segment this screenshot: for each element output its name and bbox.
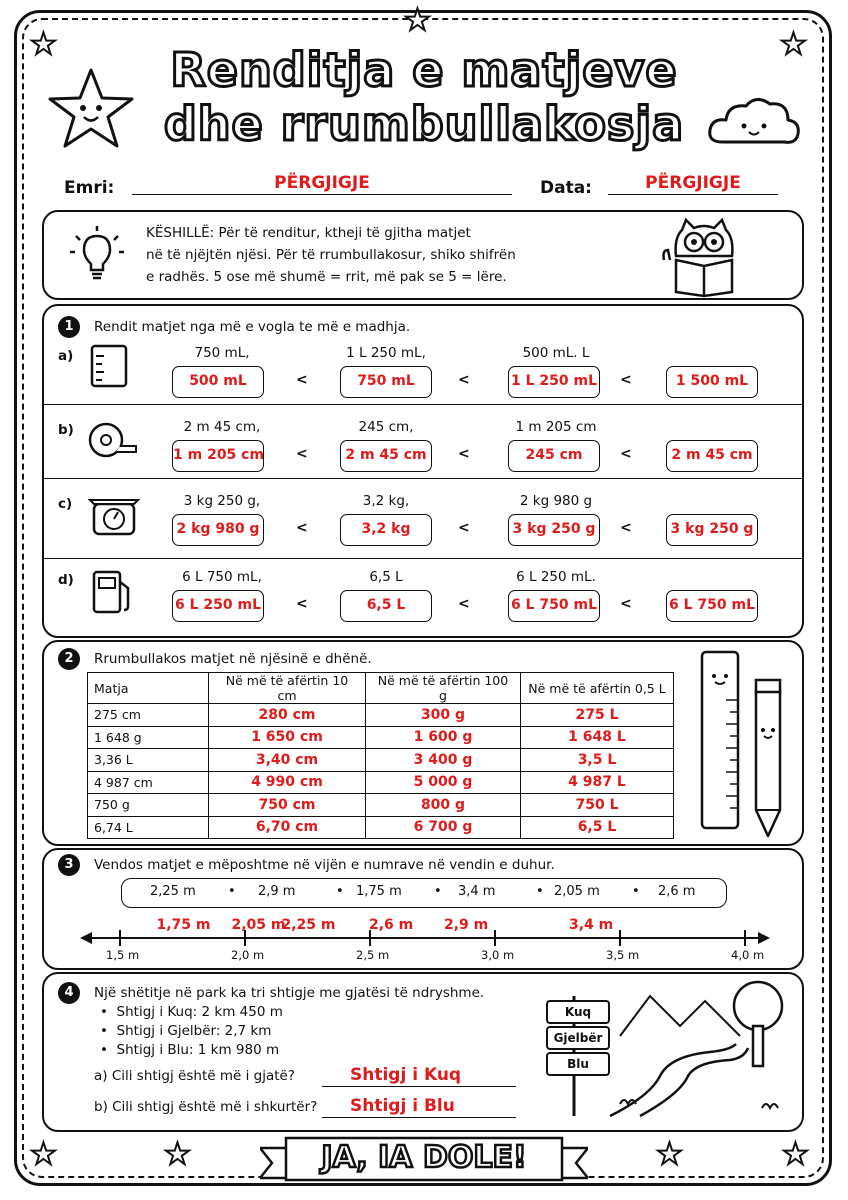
measurement-cell: 4 987 cm bbox=[88, 771, 209, 794]
given-measurement: 500 mL. L bbox=[522, 345, 590, 361]
tip-text bbox=[146, 222, 566, 288]
answer-cell: 6,70 cm bbox=[209, 816, 366, 839]
answer-box: 1 m 205 cm bbox=[172, 440, 264, 472]
row-divider bbox=[42, 558, 804, 559]
answer-box: 3 kg 250 g bbox=[666, 514, 758, 546]
answer-cell: 280 cm bbox=[209, 704, 366, 727]
less-than-sign: < bbox=[296, 372, 308, 388]
given-measurement: 750 mL, bbox=[194, 345, 250, 361]
less-than-sign: < bbox=[620, 520, 632, 536]
less-than-sign: < bbox=[458, 596, 470, 612]
path-item-text: Shtigj i Blu: 1 km 980 m bbox=[116, 1042, 280, 1058]
answer-box: 3,2 kg bbox=[340, 514, 432, 546]
answer-cell: 750 cm bbox=[209, 794, 366, 817]
fuel-pump-icon bbox=[86, 566, 142, 616]
given-measurement: 1 L 250 mL, bbox=[346, 345, 426, 361]
section-3-instruction: Vendos matjet e mëposhtme në vijën e numrave në vendin e duhur. bbox=[94, 857, 555, 873]
bullet-separator: • bbox=[228, 884, 236, 899]
given-measurement: 6 L 750 mL, bbox=[182, 569, 262, 585]
title-line-1: Renditja e matjeve bbox=[170, 43, 678, 97]
sign-board: Kuq bbox=[546, 1000, 610, 1024]
answer-box: 2 kg 980 g bbox=[172, 514, 264, 546]
row-label: b) bbox=[58, 422, 74, 438]
table-row bbox=[88, 771, 674, 794]
given-measurement: 245 cm, bbox=[358, 419, 414, 435]
given-measurement: 3,2 kg, bbox=[362, 493, 410, 509]
less-than-sign: < bbox=[620, 372, 632, 388]
value-item: 2,25 m bbox=[150, 884, 196, 899]
given-measurement: 6,5 L bbox=[369, 569, 403, 585]
answer-cell: 6,5 L bbox=[521, 816, 674, 839]
value-item: 1,75 m bbox=[356, 884, 402, 899]
section-4-intro: Një shëtitje në park ka tri shtigje me gjatësi të ndryshme. bbox=[94, 985, 485, 1001]
measurement-cell: 3,36 L bbox=[88, 749, 209, 772]
answer-box: 6,5 L bbox=[340, 590, 432, 622]
table-row bbox=[88, 726, 674, 749]
answer-box: 6 L 750 mL bbox=[666, 590, 758, 622]
given-measurement: 2 m 45 cm, bbox=[183, 419, 261, 435]
path-item-text: Shtigj i Gjelbër: 2,7 km bbox=[116, 1023, 272, 1039]
star-icon: ★ bbox=[782, 1137, 809, 1172]
placed-value: 2,05 m bbox=[231, 917, 286, 933]
measurement-cell: 6,74 L bbox=[88, 816, 209, 839]
name-label: Emri: bbox=[64, 178, 115, 198]
answer-cell: 1 650 cm bbox=[209, 726, 366, 749]
question-a: a) Cili shtigj është më i gjatë? bbox=[94, 1068, 295, 1084]
table-header-cell: Në më të afërtin 100 g bbox=[366, 673, 521, 704]
bullet-separator: • bbox=[336, 884, 344, 899]
tip-line: në të njëjtën njësi. Për të rrumbullakosur, shiko shifrën bbox=[146, 247, 516, 263]
answer-cell: 300 g bbox=[366, 704, 521, 727]
answer-cell: 1 600 g bbox=[366, 726, 521, 749]
placed-value: 2,25 m bbox=[281, 917, 336, 933]
star-icon: ★ bbox=[164, 1137, 191, 1172]
bullet-separator: • bbox=[536, 884, 544, 899]
tick-label: 2,5 m bbox=[356, 948, 390, 962]
table-header-row bbox=[88, 673, 674, 704]
value-item: 2,05 m bbox=[554, 884, 600, 899]
table-row bbox=[88, 704, 674, 727]
less-than-sign: < bbox=[296, 446, 308, 462]
answer-cell: 1 648 L bbox=[521, 726, 674, 749]
given-measurement: 1 m 205 cm bbox=[515, 419, 597, 435]
placed-value: 2,9 m bbox=[444, 917, 489, 933]
answer-cell: 4 990 cm bbox=[209, 771, 366, 794]
given-measurement: 2 kg 980 g bbox=[519, 493, 593, 509]
ruler-and-pencil-icon bbox=[696, 650, 796, 842]
answer-box: 245 cm bbox=[508, 440, 600, 472]
tape-measure-icon bbox=[86, 416, 142, 466]
question-b: b) Cili shtigj është më i shkurtër? bbox=[94, 1099, 318, 1115]
measurement-cell: 1 648 g bbox=[88, 726, 209, 749]
less-than-sign: < bbox=[458, 520, 470, 536]
less-than-sign: < bbox=[620, 446, 632, 462]
answer-box: 1 500 mL bbox=[666, 366, 758, 398]
row-label: d) bbox=[58, 572, 74, 588]
star-icon: ★ bbox=[30, 1137, 57, 1172]
path-item-text: Shtigj i Kuq: 2 km 450 m bbox=[116, 1004, 283, 1020]
table-row bbox=[88, 794, 674, 817]
answer-cell: 800 g bbox=[366, 794, 521, 817]
name-answer: PËRGJIGJE bbox=[132, 172, 512, 195]
park-trail-icon bbox=[540, 976, 796, 1126]
answer-box: 6 L 250 mL bbox=[172, 590, 264, 622]
answer-b: Shtigj i Blu bbox=[322, 1095, 516, 1118]
table-row bbox=[88, 749, 674, 772]
sign-board: Gjelbër bbox=[546, 1026, 610, 1050]
answer-cell: 5 000 g bbox=[366, 771, 521, 794]
tip-line: e radhës. 5 ose më shumë = rrit, më pak se 5 = lëre. bbox=[146, 269, 507, 285]
answer-box: 750 mL bbox=[340, 366, 432, 398]
given-measurement: 6 L 250 mL. bbox=[516, 569, 596, 585]
answer-box: 2 m 45 cm bbox=[666, 440, 758, 472]
less-than-sign: < bbox=[458, 446, 470, 462]
banner-text: JA, IA DOLE! bbox=[321, 1140, 527, 1175]
row-divider bbox=[42, 478, 804, 479]
answer-cell: 3,40 cm bbox=[209, 749, 366, 772]
value-item: 2,9 m bbox=[258, 884, 296, 899]
kitchen-scale-icon bbox=[86, 490, 142, 540]
title-line-2: dhe rrumbullakosja bbox=[163, 97, 685, 151]
section-2-number: 2 bbox=[58, 648, 80, 670]
star-icon: ★ bbox=[780, 27, 807, 62]
table-header-cell: Matja bbox=[88, 673, 209, 704]
section-4-number: 4 bbox=[58, 982, 80, 1004]
tip-line: KËSHILLË: Për të renditur, ktheji të gjitha matjet bbox=[146, 225, 471, 241]
section-1-instruction: Rendit matjet nga më e vogla te më e madhja. bbox=[94, 319, 411, 335]
table-row bbox=[88, 816, 674, 839]
tick-label: 3,5 m bbox=[606, 948, 640, 962]
row-label: c) bbox=[58, 496, 73, 512]
measuring-cup-icon bbox=[86, 342, 142, 392]
answer-box: 500 mL bbox=[172, 366, 264, 398]
answer-cell: 4 987 L bbox=[521, 771, 674, 794]
placed-value: 1,75 m bbox=[156, 917, 211, 933]
path-item: • Shtigj i Gjelbër: 2,7 km bbox=[100, 1023, 272, 1039]
bullet-separator: • bbox=[434, 884, 442, 899]
bullet-separator: • bbox=[632, 884, 640, 899]
answer-box: 2 m 45 cm bbox=[340, 440, 432, 472]
section-2-instruction: Rrumbullakos matjet në njësinë e dhënë. bbox=[94, 651, 372, 667]
owl-reading-icon bbox=[656, 216, 752, 298]
section-1-number: 1 bbox=[58, 316, 80, 338]
less-than-sign: < bbox=[296, 520, 308, 536]
star-icon: ★ bbox=[30, 27, 57, 62]
light-bulb-icon bbox=[66, 224, 128, 286]
placed-value: 2,6 m bbox=[369, 917, 414, 933]
date-answer: PËRGJIGJE bbox=[608, 172, 778, 195]
given-measurement: 3 kg 250 g, bbox=[183, 493, 261, 509]
answer-a: Shtigj i Kuq bbox=[322, 1064, 516, 1087]
less-than-sign: < bbox=[296, 596, 308, 612]
answer-cell: 275 L bbox=[521, 704, 674, 727]
path-item: • Shtigj i Kuq: 2 km 450 m bbox=[100, 1004, 283, 1020]
row-label: a) bbox=[58, 348, 74, 364]
answer-cell: 750 L bbox=[521, 794, 674, 817]
measurement-cell: 750 g bbox=[88, 794, 209, 817]
placed-value: 3,4 m bbox=[569, 917, 614, 933]
value-item: 3,4 m bbox=[458, 884, 496, 899]
tick-label: 4,0 m bbox=[731, 948, 765, 962]
table-header-cell: Në më të afërtin 0,5 L bbox=[521, 673, 674, 704]
answer-cell: 3,5 L bbox=[521, 749, 674, 772]
measurement-cell: 275 cm bbox=[88, 704, 209, 727]
rounding-table bbox=[87, 672, 674, 839]
tick-label: 2,0 m bbox=[231, 948, 265, 962]
answer-box: 3 kg 250 g bbox=[508, 514, 600, 546]
sign-board: Blu bbox=[546, 1052, 610, 1076]
less-than-sign: < bbox=[458, 372, 470, 388]
answer-box: 1 L 250 mL bbox=[508, 366, 600, 398]
less-than-sign: < bbox=[620, 596, 632, 612]
tick-label: 1,5 m bbox=[106, 948, 140, 962]
answer-cell: 3 400 g bbox=[366, 749, 521, 772]
row-divider bbox=[42, 404, 804, 405]
answer-box: 6 L 750 mL bbox=[508, 590, 600, 622]
table-header-cell: Në më të afërtin 10 cm bbox=[209, 673, 366, 704]
answer-cell: 6 700 g bbox=[366, 816, 521, 839]
tick-label: 3,0 m bbox=[481, 948, 515, 962]
section-3-number: 3 bbox=[58, 854, 80, 876]
path-item: • Shtigj i Blu: 1 km 980 m bbox=[100, 1042, 280, 1058]
date-label: Data: bbox=[540, 178, 592, 198]
star-icon: ★ bbox=[656, 1137, 683, 1172]
star-icon: ★ bbox=[404, 3, 431, 38]
value-item: 2,6 m bbox=[658, 884, 696, 899]
